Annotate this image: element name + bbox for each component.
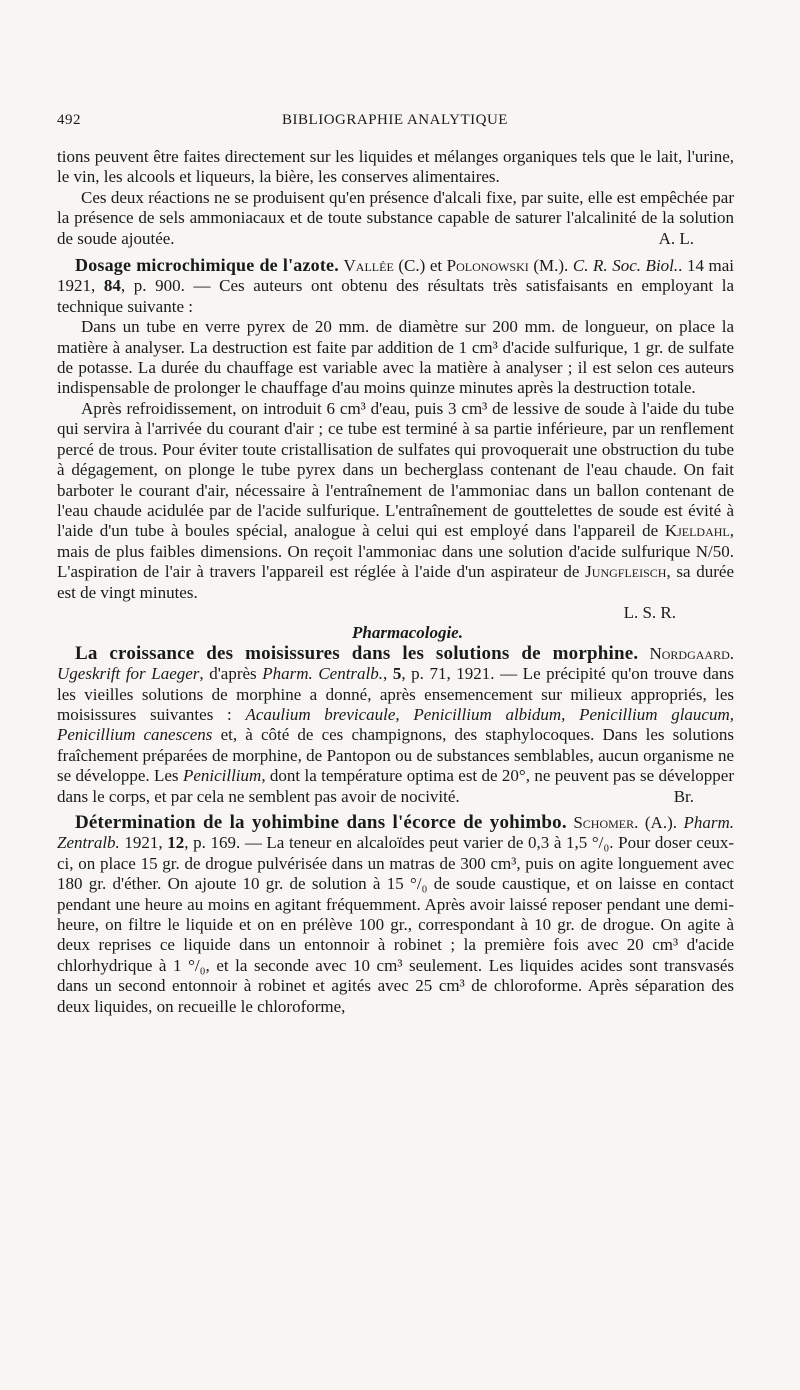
paragraph-azote-procedure-b: , mais de plus faibles dimensions. On reçoit l'ammoniac dans une solution d'acide sulfurique N/50. L'aspiration de l'air à travers l'appareil est réglée à l'aide d'un aspirateur de xyxy=(57,521,735,582)
entry-yohimbine-title: Détermination de la yohimbine dans l'écorce de yohimbo. xyxy=(75,812,567,833)
entry-azote-volume: 84 xyxy=(103,276,121,296)
entry-azote xyxy=(57,255,734,317)
signature-lsr: L. S. R. xyxy=(623,602,676,622)
entry-azote-date: . 14 mai 1921, xyxy=(57,256,735,296)
paragraph-alcali-text: Ces deux réactions ne se produisent qu'en présence d'alcali fixe, par suite, elle est empêchée par la présence de sels ammoniacaux et de toute substance capable de saturer l'alcalinité de la solution de soude ajoutée. xyxy=(57,187,734,248)
paragraph-azote-procedure xyxy=(57,399,734,603)
running-title: BIBLIOGRAPHIE ANALYTIQUE xyxy=(282,112,508,128)
genus-penicillium: Penicillium xyxy=(182,766,262,786)
author-vallee-initial: (C.) et xyxy=(398,256,443,276)
entry-yohimbine-volume: 12 xyxy=(167,833,185,853)
paragraph-azote-procedure-c: , sa durée est de vingt minutes. xyxy=(57,562,734,602)
journal-cr-soc-biol: C. R. Soc. Biol. xyxy=(572,256,679,276)
entry-moisissures-via: , d'après xyxy=(199,664,257,684)
entry-moisissures-rest-b: , dont la température optima est de 20°, ne peuvent pas se développer dans le corps, et par cela ne semblent pas avoir de nocivité. xyxy=(57,766,735,806)
entry-azote-intro: , p. 900. — Ces auteurs ont obtenu des résultats très satisfaisants en employant la technique suivante : xyxy=(57,276,735,316)
author-polonowski-initial: (M.). xyxy=(533,256,569,276)
entry-moisissures-volume: 5 xyxy=(392,664,402,684)
entry-yohimbine-text: , p. 169. — La teneur en alcaloïdes peut varier de 0,3 à 1,5 °/₀. Pour doser ceux-ci, on place 15 gr. de drogue pulvérisée dans un matras de 300 cm³, puis on agite longuement avec 180 gr. d'éther. On ajoute 10 gr. de solution à 15 °/₀ de soude caustique, et on laisse en contact pendant une heure au moins en agitant fréquemment. Après avoir laissé reposer pendant une demi-heure, on filtre le liquide et on en prélève 100 gr., correspondant à 10 gr. de drogue. On agite à deux reprises ce liquide dans un entonnoir à robinet ; la première fois avec 20 cm³ d'acide chlorhydrique à 1 °/₀, et la seconde avec 10 cm³ seulement. Les liquides acides sont transvasés dans un second entonnoir à robinet et agités avec 25 cm³ de chloroforme. Après séparation des deux liquides, on recueille le chloroforme, xyxy=(57,833,735,1016)
journal-pharm-zentralb: Pharm. Zentralb. xyxy=(57,813,735,853)
author-schomer-initial: (A.). xyxy=(644,813,677,832)
section-heading-pharmacologie: Pharmacologie. xyxy=(352,623,463,643)
entry-moisissures-title: La croissance des moisissures dans les solutions de morphine. xyxy=(75,642,639,664)
journal-pharm-centralb: Pharm. Centralb. xyxy=(262,664,384,684)
signature-al: A. L. xyxy=(658,228,694,248)
entry-moisissures: La croissance des moisissures dans les solutions de morphine. Nordgaard. Ugeskrift for Laeger, d'après Pharm. Centralb., 5, p. 71, 1921. — Le précipité qu'on trouve dans les vieilles solutions de morphine a donné, après ensemencement sur milieux appropriés, les moisissures suivantes : Acaulium brevicaule, Penicillium albidum, Penicillium glaucum, Penicillium canescens et, à côté de ces champignons, des staphylocoques. Dans les solutions fraîchement préparées de morphine, de Pantopon ou de substances semblables, aucun organisme ne se développe. Les Penicillium, dont la température optima est de 20°, ne peuvent pas se développer dans le corps, et par cela ne semblent pas avoir de nocivité. Br. xyxy=(57,642,735,806)
entry-yohimbine-year: 1921, xyxy=(124,833,163,853)
paragraph-continuation: tions peuvent être faites directement sur les liquides et mélanges organiques tels que le lait, l'urine, le vin, les alcools et liqueurs, la bière, les conserves alimentaires. xyxy=(57,147,734,187)
entry-moisissures-text: , p. 71, 1921. — Le précipité qu'on trouve dans les vieilles solutions de morphine a donné, après ensemencement sur milieux appropriés, les moisissures suivantes : xyxy=(57,664,735,724)
paragraph-azote-procedure-a: Après refroidissement, on introduit 6 cm³ d'eau, puis 3 cm³ de lessive de soude à l'aide du tube qui servira à l'arrivée du courant d'air ; ce tube est terminé à sa partie inférieure, par un renflement percé de trous. Pour éviter toute cristallisation de sulfates qui provoquerait une obstruction du tube à dégagement, on plonge le tube pyrex dans un becherglass contenant de l'eau chaude. On fait barboter le courant d'air, nécessaire à l'entraînement de l'ammoniac dans un ballon contenant de l'eau chaude acidulée par de l'acide sulfurique. L'entraînement de gouttelettes de soude est évité à l'aide d'un tube à boules spécial, analogue à celui qui est employé dans l'appareil de xyxy=(57,398,734,541)
author-vallee: Vallée xyxy=(343,256,394,276)
page-body xyxy=(57,147,734,1017)
paragraph-alcali xyxy=(57,188,734,249)
running-header xyxy=(57,112,733,132)
species-list: Acaulium brevicaule, Penicillium albidum, Penicillium glaucum, Penicillium canescens xyxy=(57,704,734,745)
author-jungfleisch: Jungfleisch xyxy=(585,562,667,582)
entry-yohimbine xyxy=(57,813,734,1017)
entry-moisissures-rest-a: et, à côté de ces champignons, des staphylocoques. Dans les solutions fraîchement préparées de morphine, de Pantopon ou de substances semblables, aucun organisme ne se développe. Les xyxy=(57,725,735,786)
author-schomer: Schomer. xyxy=(573,813,639,832)
paragraph-azote-method: Dans un tube en verre pyrex de 20 mm. de diamètre sur 200 mm. de longueur, on place la matière à analyser. La destruction est faite par addition de 1 cm³ d'acide sulfurique, 1 gr. de sulfate de potasse. La durée du chauffage est variable avec la matière à analyser ; il est selon ces auteurs indispensable de prolonger le chauffage d'au moins quinze minutes après la destruction totale. xyxy=(57,317,734,398)
entry-azote-title: Dosage microchimique de l'azote. xyxy=(75,255,339,276)
page-number: 492 xyxy=(57,112,81,128)
author-polonowski: Polonowski xyxy=(446,256,529,276)
author-kjeldahl: Kjeldahl xyxy=(664,521,730,541)
author-nordgaard: Nordgaard. xyxy=(649,643,734,663)
signature-br: Br. xyxy=(673,786,694,806)
journal-ugeskrift: Ugeskrift for Laeger xyxy=(57,664,200,684)
